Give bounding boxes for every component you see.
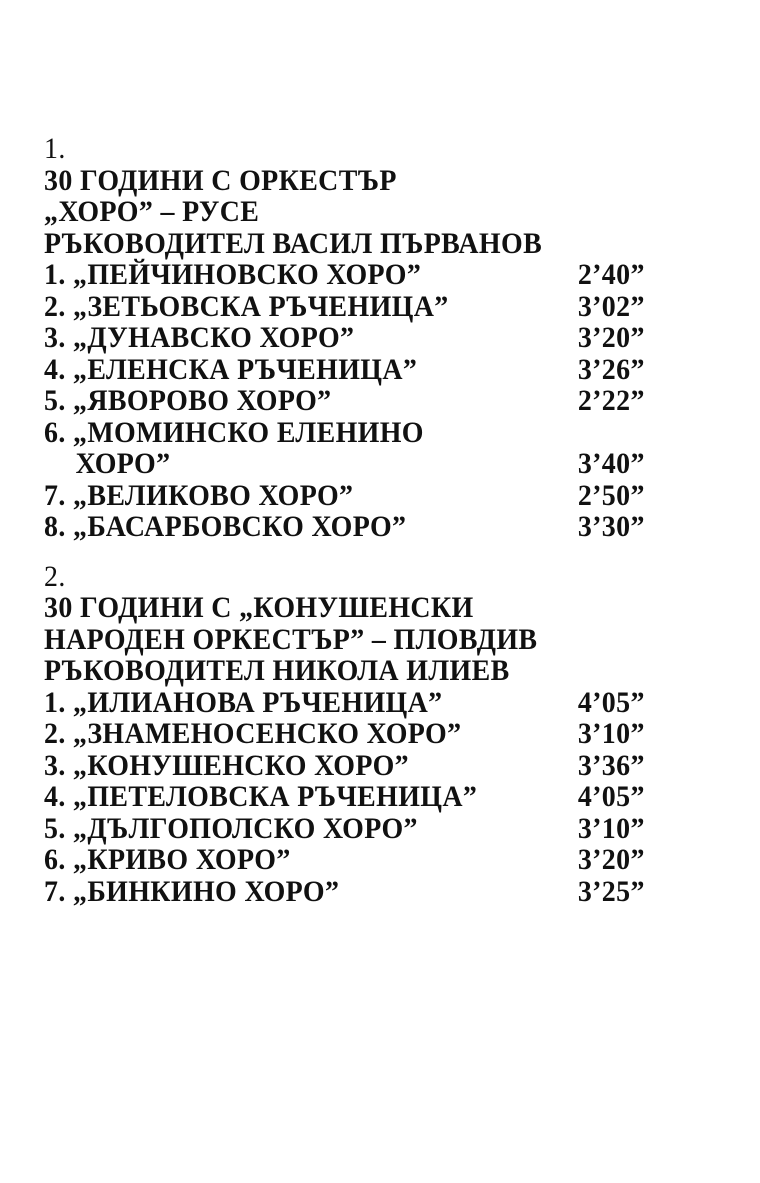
track-duration: 3’10” [577,717,645,750]
track-row [44,874,645,908]
track-title: 4. „ПЕТЕЛОВСКА РЪЧЕНИЦА” [44,780,478,813]
section-heading-line: 30 ГОДИНИ С ОРКЕСТЪР [44,163,397,197]
track-row [44,352,645,386]
section-number: 1. [44,132,66,165]
track-duration: 3’36” [577,748,645,782]
track-title: 3. „ДУНАВСКО ХОРО” [44,321,355,354]
track-row [44,384,645,417]
album-section-1 [44,133,684,543]
track-title: 6. „МОМИНСКО ЕЛЕНИНО [44,415,424,449]
track-title: 2. „ЗЕТЬОВСКА РЪЧЕНИЦА” [44,289,449,323]
track-duration: 4’05” [577,780,645,813]
track-row [44,748,645,782]
section-number: 2. [44,559,66,593]
track-duration: 4’05” [577,685,645,719]
track-row [44,843,645,876]
track-row [44,417,639,449]
track-title: 7. „БИНКИНО ХОРО” [44,874,340,908]
section-heading-line: НАРОДЕН ОРКЕСТЪР” – ПЛОВДИВ [44,622,538,656]
track-title: 6. „КРИВО ХОРО” [44,843,291,876]
track-duration: 3’40” [577,447,645,480]
track-row [44,685,645,719]
track-row [44,717,645,750]
track-duration: 3’20” [577,843,645,876]
section-heading-line: „ХОРО” – РУСЕ [44,195,260,228]
track-row [44,478,645,512]
track-duration: 3’26” [577,352,645,386]
track-title: 1. „ИЛИАНОВА РЪЧЕНИЦА” [44,685,443,719]
album-section-2 [44,561,684,908]
section-spacer [44,543,684,561]
track-title: 2. „ЗНАМЕНОСЕНСКО ХОРО” [44,717,462,750]
section-heading-line: РЪКОВОДИТЕЛ ВАСИЛ ПЪРВАНОВ [44,226,543,260]
track-duration: 2’50” [577,478,645,512]
track-row [44,811,645,845]
track-title: ХОРО” [75,447,171,480]
track-duration: 2’22” [577,384,645,417]
track-duration: 3’30” [577,510,645,543]
track-title: 3. „КОНУШЕНСКО ХОРО” [44,748,409,782]
section-heading-line: РЪКОВОДИТЕЛ НИКОЛА ИЛИЕВ [44,654,510,687]
track-row [44,780,645,813]
track-listing-page [44,133,684,907]
track-title: 5. „ЯВОРОВО ХОРО” [44,384,332,417]
track-row [44,258,645,291]
track-duration: 3’20” [577,321,645,354]
track-duration: 3’10” [577,811,645,845]
track-row-continuation [44,447,645,480]
track-title: 4. „ЕЛЕНСКА РЪЧЕНИЦА” [44,352,418,386]
track-title: 5. „ДЪЛГОПОЛСКО ХОРО” [44,811,418,845]
track-duration: 2’40” [577,258,645,291]
section-heading-line: 30 ГОДИНИ С „КОНУШЕНСКИ [44,591,474,624]
track-row [44,289,645,323]
track-title: 8. „БАСАРБОВСКО ХОРО” [44,510,407,543]
track-title: 7. „ВЕЛИКОВО ХОРО” [44,478,354,512]
track-row [44,510,645,543]
track-title: 1. „ПЕЙЧИНОВСКО ХОРО” [44,258,422,291]
track-duration: 3’02” [577,289,645,323]
track-duration: 3’25” [577,874,645,908]
track-row [44,321,645,354]
